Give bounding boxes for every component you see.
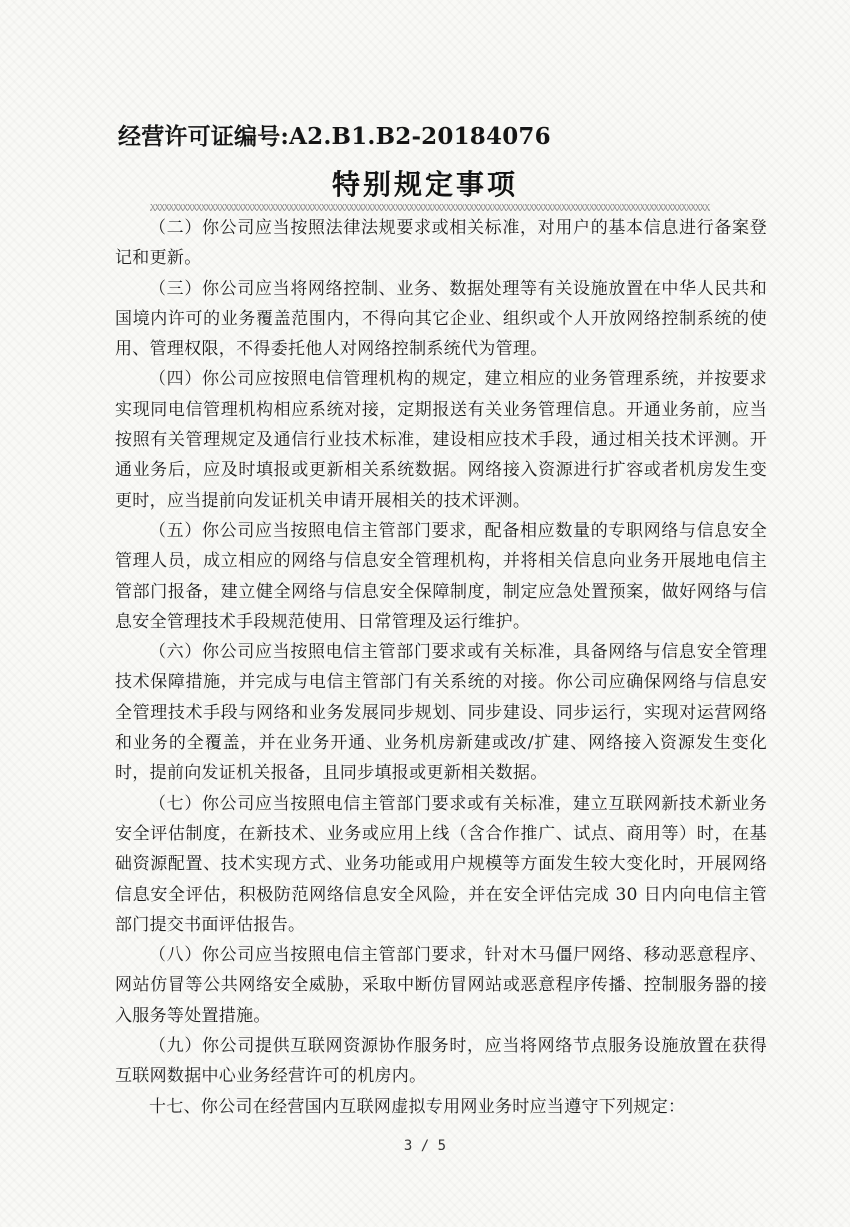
paragraph-item-9: （九）你公司提供互联网资源协作服务时，应当将网络节点服务设施放置在获得互联网数据中心业务经营许可的机房内。 <box>115 1036 767 1087</box>
paragraph-item-7: （七）你公司应当按照电信主管部门要求或有关标准，建立互联网新技术新业务安全评估制度，在新技术、业务或应用上线（含合作推广、试点、商用等）时，在基础资源配置、技术实现方式、业务功能或用户规模等方面发生较大变化时，开展网络信息安全评估，积极防范网络信息安全风险，并在安全评估完成 30 日内向电信主管部门提交书面评估报告。 <box>115 793 767 935</box>
paragraph-item-6: （六）你公司应当按照电信主管部门要求或有关标准，具备网络与信息安全管理技术保障措施，并完成与电信主管部门有关系统的对接。你公司应确保网络与信息安全管理技术手段与网络和业务发展同步规划、同步建设、同步运行，实现对运营网络和业务的全覆盖，并在业务开通、业务机房新建或改/扩建、网络接入资源发生变化时，提前向发证机关报备，且同步填报或更新相关数据。 <box>115 642 767 784</box>
paragraph-item-4: （四）你公司应按照电信管理机构的规定，建立相应的业务管理系统，并按要求实现同电信管理机构相应系统对接，定期报送有关业务管理信息。开通业务前，应当按照有关管理规定及通信行业技术标准，建设相应技术手段，通过相关技术评测。开通业务后，应及时填报或更新相关系统数据。网络接入资源进行扩容或者机房发生变更时，应当提前向发证机关申请开展相关的技术评测。 <box>115 369 767 511</box>
paragraph-section-17: 十七、你公司在经营国内互联网虚拟专用网业务时应当遵守下列规定： <box>149 1096 686 1117</box>
page-number: 3 / 5 <box>403 1138 447 1154</box>
document-body <box>115 213 767 1122</box>
paragraph-item-2: （二）你公司应当按照法律法规要求或相关标准，对用户的基本信息进行备案登记和更新。 <box>115 218 767 269</box>
title-divider <box>150 204 710 211</box>
paragraph-item-3: （三）你公司应当将网络控制、业务、数据处理等有关设施放置在中华人民共和国境内许可的业务覆盖范围内，不得向其它企业、组织或个人开放网络控制系统的使用、管理权限，不得委托他人对网络控制系统代为管理。 <box>115 278 767 360</box>
paragraph-item-8: （八）你公司应当按照电信主管部门要求，针对木马僵尸网络、移动恶意程序、网站仿冒等公共网络安全威胁，采取中断仿冒网站或恶意程序传播、控制服务器的接入服务等处置措施。 <box>115 945 767 1026</box>
paragraph-item-5: （五）你公司应当按照电信主管部门要求，配备相应数量的专职网络与信息安全管理人员，成立相应的网络与信息安全管理机构，并将相关信息向业务开展地电信主管部门报备，建立健全网络与信息安全保障制度，制定应急处置预案，做好网络与信息安全管理技术手段规范使用、日常管理及运行维护。 <box>115 520 767 632</box>
license-number: 经营许可证编号:A2.B1.B2-20184076 <box>118 123 551 150</box>
page-title: 特别规定事项 <box>331 168 518 201</box>
